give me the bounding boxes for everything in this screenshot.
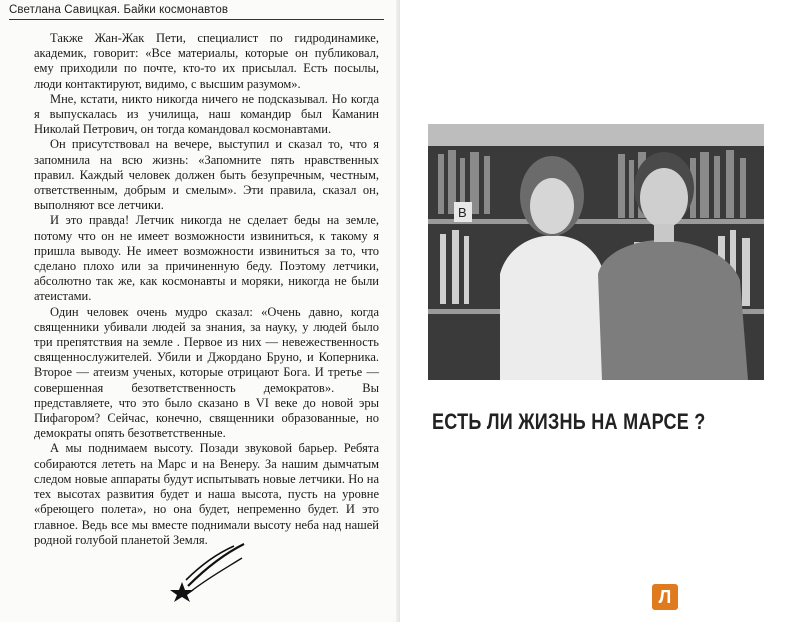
chapter-heading: ЕСТЬ ЛИ ЖИЗНЬ НА МАРСЕ ? xyxy=(432,409,706,434)
shooting-star-icon xyxy=(168,540,248,602)
running-header: Светлана Савицкая. Байки космонавтов xyxy=(9,4,384,20)
photo-two-people xyxy=(428,124,764,380)
paragraph: Мне, кстати, никто никогда ничего не подсказывал. Но когда я выпускалась из училища, наш командир был Каманин Николай Петрович, он тогда командовал космонавтами. xyxy=(34,91,379,137)
paragraph: Также Жан-Жак Пети, специалист по гидродинамике, академик, говорит: «Все материалы, которые он публиковал, ему приходили по почте, кто-то их присылал. Есть посылы, люди контактируют, видимо, с высшим разумом». xyxy=(34,31,379,91)
body-text xyxy=(34,31,379,548)
publisher-logo: Л xyxy=(652,584,678,610)
paragraph: И это правда! Летчик никогда не сделает беды на земле, потому что он не имеет возможности извиниться, к такому я пришла выводу. Не имеет возможности извиниться за то, что сделано плохо или за причиненную беду. Поэтому летчики, абсолютно так же, как космонавты и моряки, никогда не были атеистами. xyxy=(34,213,379,304)
paragraph: Один человек очень мудро сказал: «Очень давно, когда священники убивали людей за знания, за науку, у людей было три препятствия на земле . Первое из них — невежественность священнослужителей. Убили и Джордано Бруно, и Коперника. Второе — атеизм ученых, которые отрицают Бога. И третье — совершенная безответственность демократов». Вы представляете, что это было сказано в VI веке до новой эры Пифагором? Сейчас, конечно, священники образованные, но демократы опять безответственные. xyxy=(34,304,379,441)
svg-text:B: B xyxy=(458,205,467,220)
paragraph: Он присутствовал на вечере, выступил и сказал то, что я запомнила на всю жизнь: «Запомните пять нравственных правил. Каждый человек должен быть безупречным, честным, ответственным, добрым и смелым». Эти правила, сказал он, выполняют все летчики. xyxy=(34,137,379,213)
paragraph: А мы поднимаем высоту. Позади звуковой барьер. Ребята собираются лететь на Марс и на Венеру. За нашим дымчатым следом новые аппараты будут испытывать новые летчики. Но на тех высотах развития будет и наша высота, пусть на уровне «бреющего полета», но она будет, непременно будет. И это главное. Ведь все мы вместе поднимали высоту неба над нашей родной голубой планетой Земля. xyxy=(34,441,379,547)
